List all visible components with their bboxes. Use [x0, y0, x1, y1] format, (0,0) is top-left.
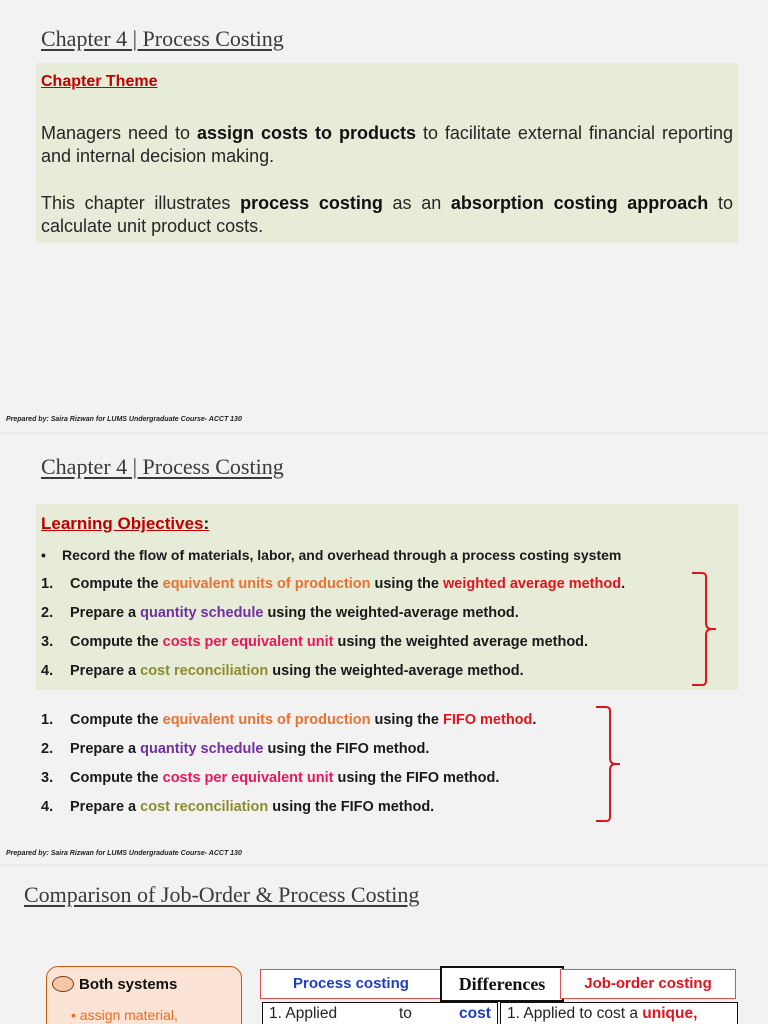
heading-colon: :	[203, 514, 210, 533]
text: Prepare a	[70, 799, 141, 815]
text: using the FIFO method.	[333, 770, 500, 786]
item-number: 3.	[41, 634, 54, 650]
slide-title: Chapter 4 | Process Costing	[41, 26, 284, 51]
process-costing-cell-1	[262, 1002, 498, 1024]
slide-footer: Prepared by: Saira Rizwan for LUMS Undergraduate Course- ACCT 130	[6, 416, 242, 423]
slide-chapter-theme	[0, 0, 768, 432]
text: Compute the	[70, 770, 163, 786]
text: as an	[382, 193, 451, 213]
wa-objective-2	[41, 605, 519, 621]
highlight: quantity schedule	[140, 741, 264, 757]
highlight: equivalent units of production	[162, 576, 371, 592]
theme-paragraph-2	[41, 192, 733, 238]
emphasis: cost	[459, 1005, 491, 1022]
scroll-curl-icon	[52, 976, 74, 992]
objective-bullet	[41, 547, 621, 563]
fifo-objective-3	[41, 770, 499, 786]
text: 1. Applied	[269, 1005, 338, 1022]
fifo-brace	[594, 705, 634, 827]
highlight: equivalent units of production	[162, 712, 371, 728]
text: using the weighted-average method.	[268, 663, 524, 679]
item-number: 1.	[41, 576, 54, 592]
learning-objectives-box	[36, 504, 738, 690]
slide-footer: Prepared by: Saira Rizwan for LUMS Undergraduate Course- ACCT 130	[6, 850, 242, 857]
item-number: 4.	[41, 799, 54, 815]
fifo-objective-2	[41, 741, 429, 757]
highlight: weighted average method	[442, 576, 622, 592]
theme-paragraph-1	[41, 122, 733, 168]
text: 1. Applied to cost a	[507, 1005, 643, 1022]
text: Compute the	[70, 576, 163, 592]
fifo-objective-4	[41, 799, 434, 815]
highlight: costs per equivalent unit	[162, 634, 334, 650]
text: using the weighted average method.	[333, 634, 589, 650]
highlight: quantity schedule	[140, 605, 264, 621]
chapter-theme-box	[36, 63, 738, 243]
text: This chapter illustrates	[41, 193, 241, 213]
process-costing-header: Process costing	[260, 969, 442, 999]
slide-title: Comparison of Job-Order & Process Costing	[24, 882, 420, 907]
text: using the	[370, 576, 443, 592]
highlight: cost reconciliation	[140, 663, 269, 679]
highlight: costs per equivalent unit	[162, 770, 334, 786]
text: .	[532, 712, 537, 728]
slide-title: Chapter 4 | Process Costing	[41, 454, 284, 479]
wa-objective-4	[41, 663, 524, 679]
text: Prepare a	[70, 741, 141, 757]
slide-comparison	[0, 866, 768, 1024]
weighted-average-brace	[690, 571, 730, 691]
text: Managers need to	[41, 123, 198, 143]
item-number: 2.	[41, 605, 54, 621]
text: to calculate unit product costs.	[41, 193, 733, 236]
text: using the weighted-average method.	[263, 605, 519, 621]
fifo-objective-1	[41, 712, 536, 728]
text: to	[399, 1005, 412, 1022]
item-number: 1.	[41, 712, 54, 728]
emphasis: process costing	[240, 193, 383, 213]
emphasis: assign costs to products	[197, 123, 416, 143]
both-systems-title: Both systems	[79, 976, 178, 993]
text-line	[507, 1005, 697, 1023]
text: using the FIFO method.	[263, 741, 430, 757]
text: using the	[370, 712, 443, 728]
both-systems-item: • assign material,	[71, 1007, 178, 1023]
emphasis: unique,	[642, 1005, 698, 1022]
item-number: 3.	[41, 770, 54, 786]
job-order-costing-header: Job-order costing	[560, 969, 736, 999]
wa-objective-1	[41, 576, 625, 592]
chapter-theme-heading: Chapter Theme	[41, 73, 158, 90]
text: Compute the	[70, 712, 163, 728]
wa-objective-3	[41, 634, 588, 650]
text: .	[621, 576, 626, 592]
both-systems-scroll	[46, 966, 242, 1024]
highlight: FIFO method	[442, 712, 533, 728]
bullet-marker: •	[41, 547, 46, 563]
differences-header: Differences	[440, 966, 564, 1002]
objective-text: Record the flow of materials, labor, and overhead through a process costing system	[62, 547, 622, 563]
item-number: 2.	[41, 741, 54, 757]
text: using the FIFO method.	[268, 799, 435, 815]
heading-text: Learning Objectives	[41, 514, 204, 533]
text: Prepare a	[70, 605, 141, 621]
highlight: cost reconciliation	[140, 799, 269, 815]
text: Compute the	[70, 634, 163, 650]
slide-learning-objectives	[0, 434, 768, 864]
emphasis: absorption costing approach	[450, 193, 709, 213]
learning-objectives-heading	[41, 514, 209, 534]
item-number: 4.	[41, 663, 54, 679]
job-order-costing-cell-1	[500, 1002, 738, 1024]
text: Prepare a	[70, 663, 141, 679]
text: to facilitate external financial reporting and internal decision making.	[41, 123, 733, 166]
